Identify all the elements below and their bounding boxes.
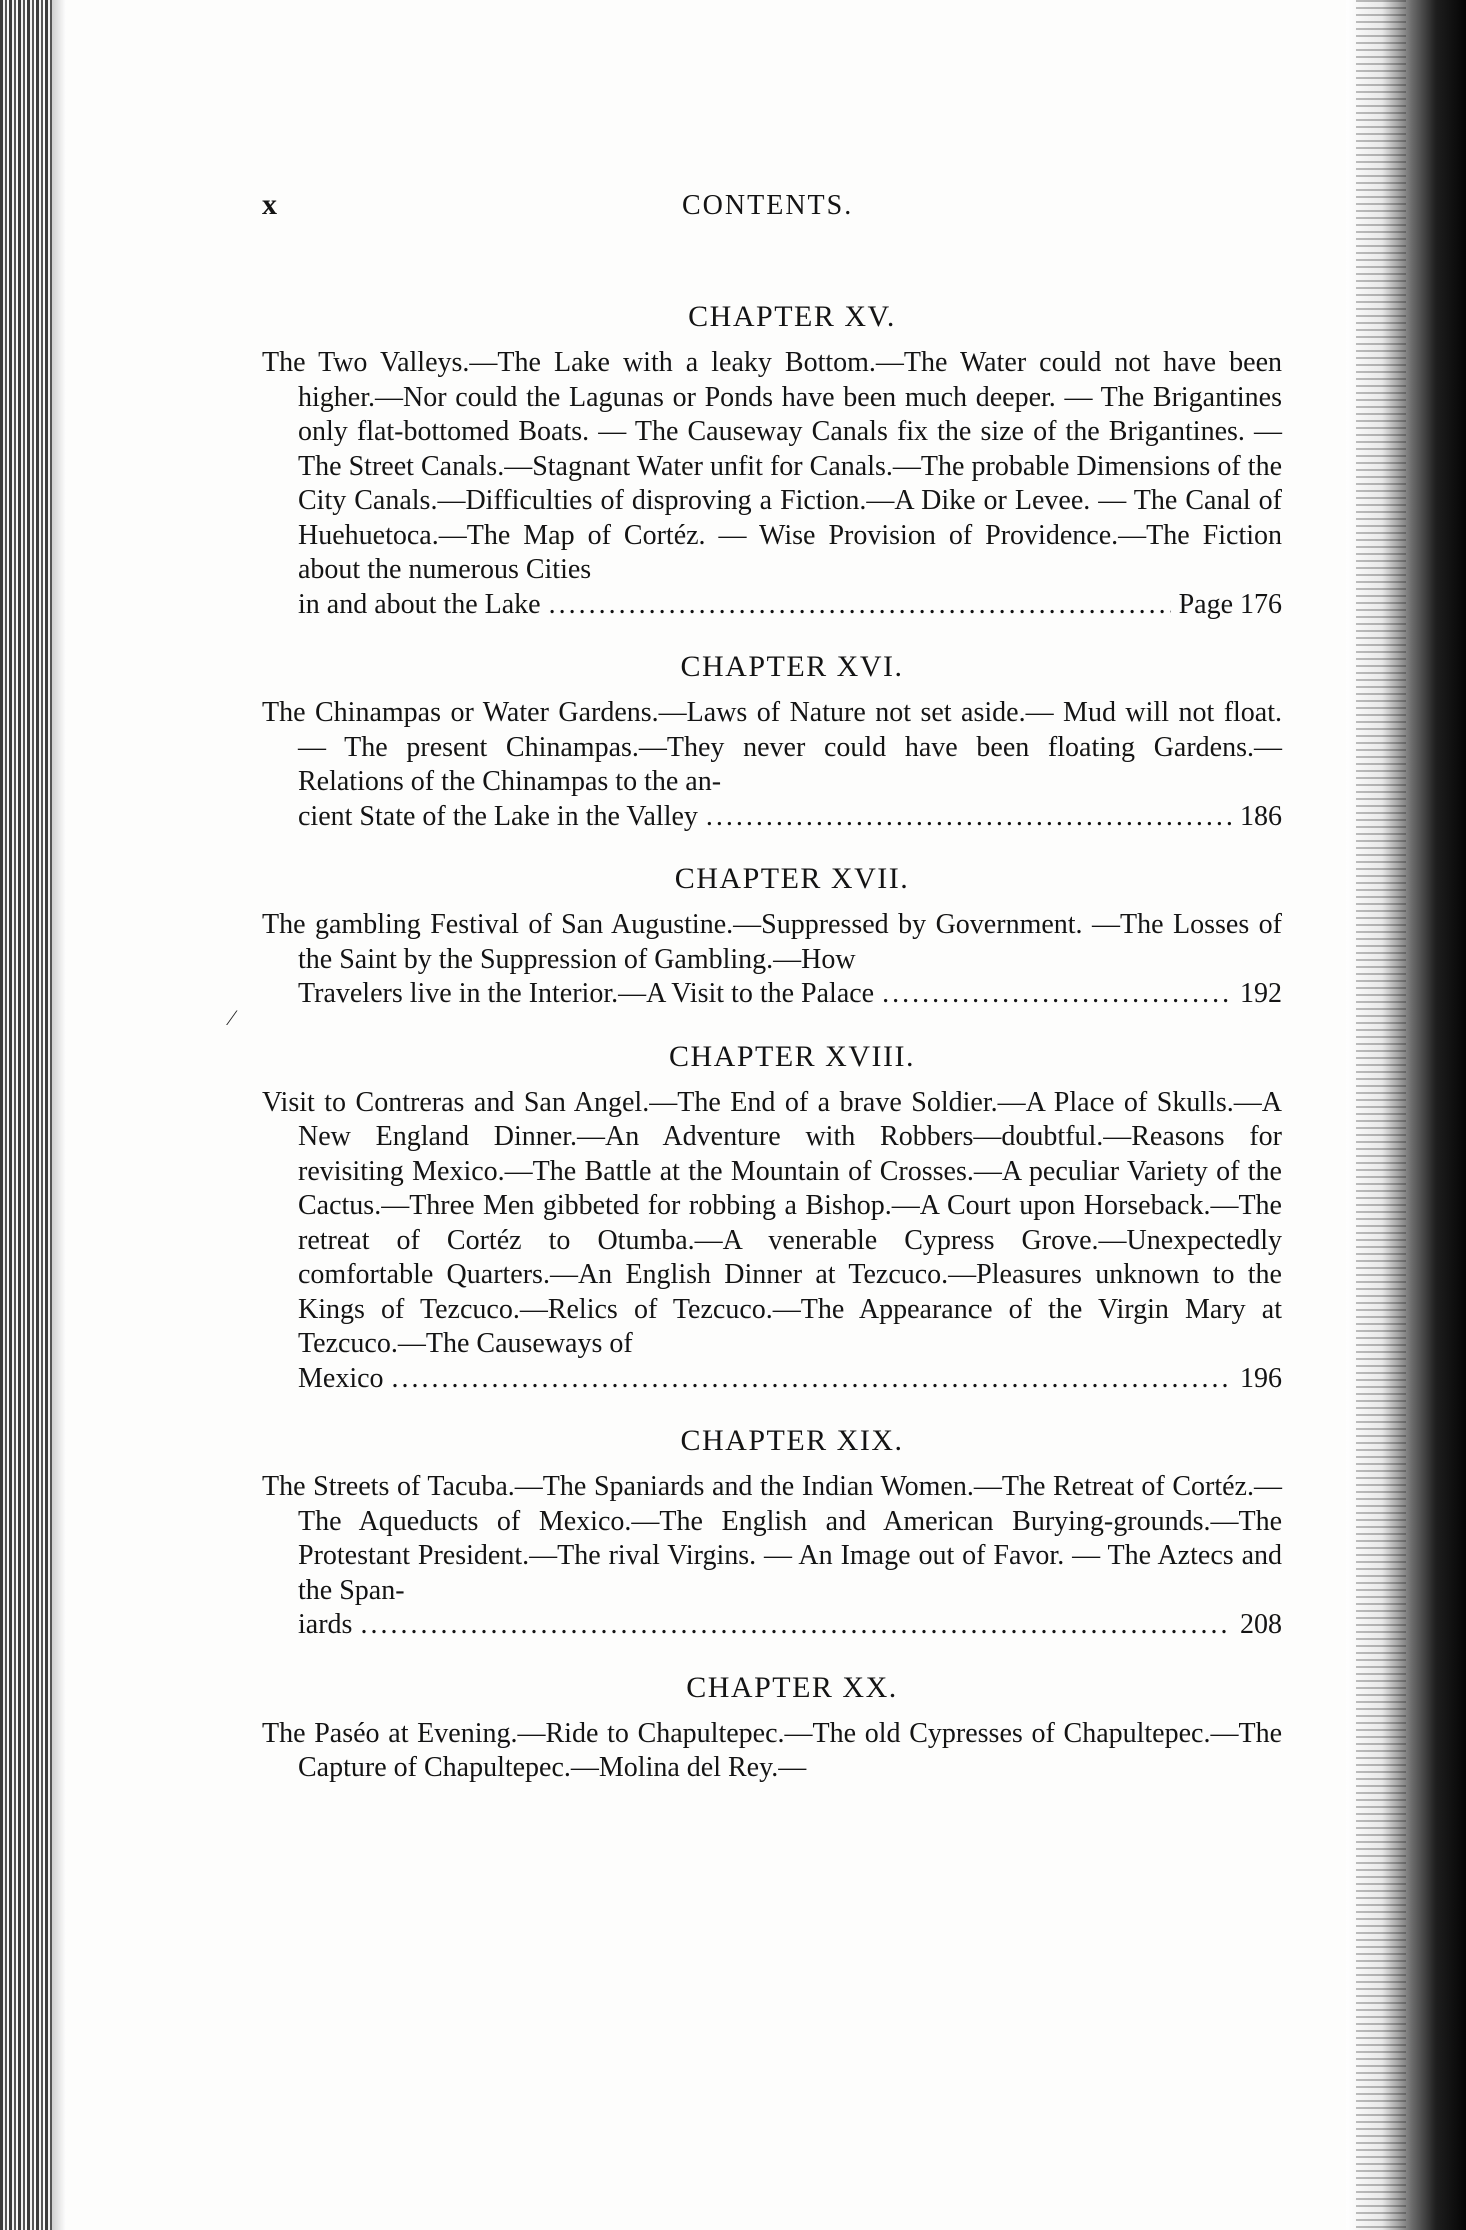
page-number: 192 xyxy=(1240,978,1282,1009)
chapter-entry xyxy=(262,300,1282,622)
binding-shadow-left xyxy=(0,0,52,2230)
running-head-title: CONTENTS. xyxy=(682,190,854,221)
chapter-summary-end: in and about the Lake xyxy=(298,588,541,620)
chapter-summary-end: cient State of the Lake in the Valley xyxy=(298,800,698,832)
chapter-title: CHAPTER XX. xyxy=(686,1670,898,1704)
chapter-leader-line xyxy=(262,1362,1282,1397)
chapter-title: CHAPTER XVIII. xyxy=(669,1039,915,1073)
running-head xyxy=(262,188,1292,228)
chapter-entry xyxy=(262,1671,1282,1786)
chapter-title: CHAPTER XIX. xyxy=(680,1424,904,1457)
page-edge-shadow-right xyxy=(1346,0,1466,2230)
chapter-summary: The Paséo at Evening.—Ride to Chapultepec.—The old Cypresses of Chapultepec.—The Capture of Chapultepec.—Molina del Rey.— xyxy=(262,1717,1282,1783)
dot-leader xyxy=(549,588,1171,623)
chapter-entry xyxy=(262,1424,1282,1643)
chapter-summary: The Two Valleys.—The Lake with a leaky Bottom.—The Water could not have been higher.—Nor could the Lagunas or Ponds have been much deeper. — The Brigantines only flat-bottomed Boats. — The Causeway Canals fix the size of the Brigantines. — The Street Canals.—Stagnant Water unfit for Canals.—The probable Dimensions of the City Canals.—Difficulties of disproving a Fiction.—A Dike or Levee. — The Canal of Huehuetoca.—The Map of Cortéz. — Wise Provision of Providence.—The Fiction about the numerous Cities xyxy=(262,347,1282,585)
chapter-summary: The Chinampas or Water Gardens.—Laws of Nature not set aside.— Mud will not float. — The present Chinampas.—They never could have been floating Gardens.—Relations of the Chinampas to the an- xyxy=(262,697,1282,797)
dot-leader xyxy=(706,800,1232,835)
dot-leader xyxy=(392,1362,1232,1397)
chapter-title: CHAPTER XVI. xyxy=(680,650,904,683)
chapter-entry xyxy=(262,650,1282,834)
dot-leader xyxy=(882,977,1232,1012)
chapter-summary-end: iards xyxy=(298,1609,353,1640)
chapter-summary-end: Travelers live in the Interior.—A Visit to the Palace xyxy=(298,978,875,1009)
chapter-entry xyxy=(262,1040,1282,1397)
chapter-leader-line xyxy=(262,1608,1282,1643)
chapter-leader-line xyxy=(262,800,1282,835)
page-folio: x xyxy=(262,188,278,221)
page-number: 208 xyxy=(1240,1609,1282,1640)
table-of-contents xyxy=(262,300,1282,1814)
page-number: 186 xyxy=(1240,800,1282,832)
chapter-summary: The gambling Festival of San Augustine.—Suppressed by Government. —The Losses of the Saint by the Suppression of Gambling.—How xyxy=(262,909,1282,975)
chapter-title: CHAPTER XVII. xyxy=(674,862,910,895)
chapter-leader-line xyxy=(262,588,1282,623)
chapter-summary-end: Mexico xyxy=(298,1362,384,1394)
dot-leader xyxy=(360,1608,1232,1643)
chapter-title: CHAPTER XV. xyxy=(688,300,896,333)
chapter-summary: Visit to Contreras and San Angel.—The End of a brave Soldier.—A Place of Skulls.—A New England Dinner.—An Adventure with Robbers—doubtful.—Reasons for revisiting Mexico.—The Battle at the Mountain of Crosses.—A peculiar Variety of the Cactus.—Three Men gibbeted for robbing a Bishop.—A Court upon Horseback.—The retreat of Cortéz to Otumba.—A venerable Cypress Grove.—Unexpectedly comfortable Quarters.—An English Dinner at Tezcuco.—Pleasures unknown to the Kings of Tezcuco.—Relics of Tezcuco.—The Appearance of the Virgin Mary at Tezcuco.—The Causeways of xyxy=(262,1086,1282,1359)
margin-mark: ⁄ xyxy=(230,1005,234,1030)
chapter-entry xyxy=(262,862,1282,1012)
chapter-leader-line xyxy=(262,977,1282,1012)
page-number: Page 176 xyxy=(1178,588,1282,620)
chapter-summary: The Streets of Tacuba.—The Spaniards and the Indian Women.—The Retreat of Cortéz.—The Aqueducts of Mexico.—The English and American Burying-grounds.—The Protestant President.—The rival Virgins. — An Image out of Favor. — The Aztecs and the Span- xyxy=(262,1471,1282,1606)
page-number: 196 xyxy=(1240,1362,1282,1394)
